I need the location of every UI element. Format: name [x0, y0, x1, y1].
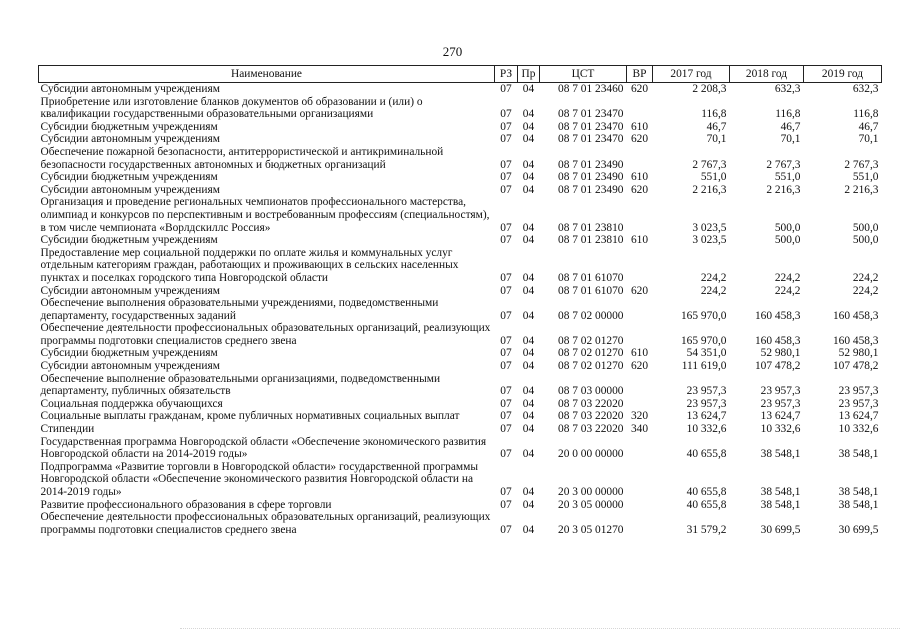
cell-2018: 13 624,7	[760, 410, 801, 423]
cell-cst: 08 7 03 22020	[558, 423, 624, 436]
cell-rz: 07	[500, 523, 512, 536]
cell-2019: 10 332,6	[838, 423, 879, 436]
cell-cst: 08 7 01 23460	[558, 83, 624, 95]
cell-name: Обеспечение пожарной безопасности, антитеррористической и антикриминальной безопасности государственных автономных и бюджетных организаций	[40, 145, 444, 171]
cell-vr	[627, 247, 653, 285]
table-row	[39, 234, 882, 247]
cell-pr: 04	[522, 271, 535, 284]
cell-rz: 07	[500, 271, 512, 284]
table-row	[39, 461, 882, 499]
table-row	[39, 285, 882, 298]
cell-cst: 08 7 02 01270	[558, 360, 624, 373]
cell-vr: 320	[630, 410, 649, 423]
cell-2018: 116,8	[775, 108, 801, 121]
cell-pr: 04	[522, 498, 535, 511]
cell-2017: 23 957,3	[686, 385, 727, 398]
cell-2018: 46,7	[780, 120, 801, 133]
cell-rz: 07	[500, 83, 512, 95]
cell-2019: 30 699,5	[838, 523, 879, 536]
cell-2017: 40 655,8	[686, 448, 727, 461]
cell-cst: 08 7 03 00000	[558, 385, 624, 398]
table-row	[39, 322, 882, 347]
cell-2017: 551,0	[700, 171, 727, 184]
cell-2019: 23 957,3	[838, 385, 879, 398]
cell-rz: 07	[500, 158, 512, 171]
cell-rz: 07	[500, 309, 512, 322]
cell-name: Субсидии автономным учреждениям	[40, 133, 220, 146]
budget-table	[38, 65, 882, 536]
cell-vr: 620	[630, 133, 649, 146]
cell-2017: 31 579,2	[686, 523, 727, 536]
cell-name: Обеспечение деятельности профессиональных образовательных организаций, реализующих программы подготовки специалистов среднего звена	[40, 322, 491, 347]
page-number: 270	[442, 44, 463, 59]
cell-2017: 70,1	[706, 133, 727, 146]
cell-2017: 165 970,0	[680, 309, 727, 322]
cell-2019: 224,2	[852, 284, 879, 297]
cell-cst: 08 7 03 22020	[558, 397, 624, 410]
cell-name: Организация и проведение региональных чемпионатов профессионального мастерства, олимпиад и конкурсов по перспективным и востребованным профессиям (специальностям), в том числе чемпионата «Ворлдскиллс Россия»	[40, 196, 490, 234]
header-cst: ЦСТ	[540, 66, 627, 83]
cell-2019: 500,0	[852, 221, 879, 234]
table-row	[39, 347, 882, 360]
cell-2017: 40 655,8	[686, 498, 727, 511]
cell-2019: 500,0	[852, 234, 879, 247]
cell-vr	[627, 436, 653, 461]
cell-2018: 23 957,3	[760, 397, 801, 410]
cell-2019: 224,2	[852, 271, 879, 284]
cell-pr: 04	[522, 334, 535, 347]
cell-2019: 52 980,1	[838, 347, 879, 360]
cell-vr	[627, 373, 653, 398]
cell-2018: 52 980,1	[760, 347, 801, 360]
cell-vr: 610	[630, 234, 649, 247]
cell-2018: 10 332,6	[760, 423, 801, 436]
cell-vr	[627, 96, 653, 121]
cell-pr: 04	[522, 360, 535, 373]
cell-name: Субсидии бюджетным учреждениям	[40, 120, 218, 133]
cell-name: Приобретение или изготовление бланков документов об образовании и (или) о квалификации государственными образовательными организациями	[40, 95, 423, 121]
cell-pr: 04	[522, 347, 535, 360]
cell-pr: 04	[522, 486, 535, 498]
cell-name: Субсидии автономным учреждениям	[40, 284, 220, 297]
table-row	[39, 96, 882, 121]
cell-rz: 07	[500, 397, 512, 410]
cell-cst: 08 7 03 22020	[558, 410, 624, 423]
cell-2019: 38 548,1	[838, 486, 879, 498]
cell-2019: 23 957,3	[838, 397, 879, 410]
cell-2019: 107 478,2	[832, 360, 879, 373]
cell-vr	[627, 297, 653, 322]
cell-2017: 111 619,0	[681, 360, 727, 373]
cell-rz: 07	[500, 183, 512, 196]
cell-2017: 3 023,5	[692, 221, 727, 234]
cell-2019: 160 458,3	[832, 309, 879, 322]
cell-2018: 632,3	[774, 83, 801, 95]
cell-name: Субсидии бюджетным учреждениям	[40, 171, 218, 184]
cell-name: Субсидии автономным учреждениям	[40, 360, 220, 373]
cell-rz: 07	[500, 133, 512, 146]
cell-cst: 08 7 01 23810	[558, 234, 624, 247]
cell-2017: 2 767,3	[692, 158, 727, 171]
cell-2017: 224,2	[700, 271, 727, 284]
cell-2018: 23 957,3	[760, 385, 801, 398]
cell-rz: 07	[500, 221, 512, 234]
cell-2017: 46,7	[706, 120, 727, 133]
cell-pr: 04	[522, 523, 535, 536]
header-vr: ВР	[627, 66, 653, 83]
cell-rz: 07	[500, 334, 512, 347]
cell-cst: 08 7 01 23810	[558, 221, 624, 234]
cell-name: Развитие профессионального образования в сфере торговли	[40, 498, 332, 511]
cell-rz: 07	[500, 284, 512, 297]
table-row	[39, 196, 882, 234]
cell-2017: 224,2	[700, 284, 727, 297]
cell-name: Субсидии бюджетным учреждениям	[40, 347, 218, 360]
cell-vr: 610	[630, 120, 649, 133]
cell-2018: 70,1	[780, 133, 801, 146]
cell-rz: 07	[500, 234, 512, 247]
cell-vr: 620	[630, 360, 649, 373]
table-row	[39, 184, 882, 197]
table-row	[39, 423, 882, 436]
cell-2018: 551,0	[774, 171, 801, 184]
cell-rz: 07	[500, 498, 512, 511]
cell-name: Социальные выплаты гражданам, кроме публичных нормативных социальных выплат	[40, 410, 460, 423]
cell-2018: 107 478,2	[754, 360, 801, 373]
header-2017: 2017 год	[653, 66, 730, 83]
cell-2018: 38 548,1	[760, 448, 801, 461]
cell-cst: 08 7 01 23490	[558, 183, 624, 196]
table-row	[39, 360, 882, 373]
cell-vr: 620	[630, 284, 649, 297]
cell-name: Обеспечение выполнение образовательными организациями, подведомственными департаменту, публичных обязательств	[40, 372, 441, 398]
cell-2017: 2 216,3	[692, 183, 727, 196]
cell-2018: 38 548,1	[760, 486, 801, 498]
table-row	[39, 133, 882, 146]
cell-2019: 38 548,1	[838, 448, 879, 461]
header-2018: 2018 год	[730, 66, 804, 83]
cell-2017: 23 957,3	[686, 397, 727, 410]
cell-vr	[627, 511, 653, 536]
cell-pr: 04	[522, 234, 535, 247]
cell-2017: 54 351,0	[686, 347, 727, 360]
cell-name: Государственная программа Новгородской области «Обеспечение экономического развития Новгородской области на 2014-2019 годы»	[40, 435, 487, 461]
table-body	[39, 83, 882, 537]
cell-2019: 38 548,1	[838, 498, 879, 511]
cell-cst: 08 7 02 01270	[558, 347, 624, 360]
cell-2017: 2 208,3	[692, 83, 727, 95]
table-row	[39, 247, 882, 285]
cell-vr	[627, 398, 653, 411]
cell-rz: 07	[500, 108, 512, 121]
cell-pr: 04	[522, 83, 535, 95]
cell-pr: 04	[522, 284, 535, 297]
cell-pr: 04	[522, 158, 535, 171]
cell-vr	[627, 499, 653, 512]
cell-2018: 500,0	[774, 221, 801, 234]
cell-rz: 07	[500, 347, 512, 360]
table-row	[39, 410, 882, 423]
cell-pr: 04	[522, 108, 535, 121]
cell-pr: 04	[522, 448, 535, 461]
cell-name: Социальная поддержка обучающихся	[40, 397, 223, 410]
cell-name: Подпрограмма «Развитие торговли в Новгородской области» государственной программы Новгородской области «Обеспечение экономического развития Новгородской области на 2014-2019 годы»	[40, 460, 478, 498]
cell-cst: 20 0 00 00000	[558, 448, 624, 461]
cell-2017: 10 332,6	[686, 423, 727, 436]
cell-2018: 160 458,3	[754, 309, 801, 322]
cell-vr: 610	[630, 171, 649, 184]
cell-pr: 04	[522, 133, 535, 146]
cell-2019: 2 767,3	[844, 158, 879, 171]
cell-name: Субсидии автономным учреждениям	[40, 83, 220, 95]
header-2019: 2019 год	[804, 66, 882, 83]
cell-2018: 160 458,3	[754, 334, 801, 347]
cell-2019: 46,7	[858, 120, 879, 133]
cell-cst: 20 3 00 00000	[558, 486, 624, 498]
header-name: Наименование	[39, 66, 495, 83]
cell-2019: 160 458,3	[832, 334, 879, 347]
header-pr: Пр	[518, 66, 540, 83]
table-row	[39, 398, 882, 411]
cell-pr: 04	[522, 183, 535, 196]
cell-rz: 07	[500, 120, 512, 133]
cell-2018: 30 699,5	[760, 523, 801, 536]
cell-2018: 224,2	[774, 271, 801, 284]
cell-2017: 165 970,0	[680, 334, 727, 347]
cell-vr	[627, 461, 653, 499]
table-row	[39, 373, 882, 398]
table-row	[39, 121, 882, 134]
table-row	[39, 83, 882, 96]
cell-vr: 620	[630, 183, 649, 196]
cell-2018: 2 216,3	[766, 183, 801, 196]
cell-cst: 08 7 01 23470	[558, 108, 624, 121]
cell-vr	[627, 146, 653, 171]
cell-pr: 04	[522, 309, 535, 322]
cell-rz: 07	[500, 360, 512, 373]
cell-2018: 2 767,3	[766, 158, 801, 171]
table-header-row	[39, 66, 882, 83]
table-row	[39, 499, 882, 512]
cell-rz: 07	[500, 385, 512, 398]
cell-2019: 632,3	[852, 83, 879, 95]
cell-2017: 13 624,7	[686, 410, 727, 423]
table-row	[39, 171, 882, 184]
cell-rz: 07	[500, 486, 512, 498]
cell-pr: 04	[522, 221, 535, 234]
cell-rz: 07	[500, 171, 512, 184]
cell-pr: 04	[522, 385, 535, 398]
cell-name: Стипендии	[40, 423, 95, 436]
cell-pr: 04	[522, 120, 535, 133]
cell-pr: 04	[522, 397, 535, 410]
table-row	[39, 146, 882, 171]
cell-name: Предоставление мер социальной поддержки по оплате жилья и коммунальных услуг отдельным категориям граждан, работающих и проживающих в сельских населенных пунктах и поселках городского типа Новгородской области	[40, 246, 459, 284]
cell-2018: 224,2	[774, 284, 801, 297]
cell-name: Субсидии бюджетным учреждениям	[40, 234, 218, 247]
cell-pr: 04	[522, 423, 535, 436]
cell-cst: 08 7 01 61070	[558, 284, 624, 297]
cell-name: Обеспечение деятельности профессиональных образовательных организаций, реализующих программы подготовки специалистов среднего звена	[40, 511, 491, 536]
cell-cst: 08 7 01 23490	[558, 158, 624, 171]
cell-pr: 04	[522, 171, 535, 184]
cell-cst: 08 7 01 23490	[558, 171, 624, 184]
cell-name: Субсидии автономным учреждениям	[40, 183, 220, 196]
cell-2018: 38 548,1	[760, 498, 801, 511]
cell-cst: 20 3 05 01270	[558, 523, 624, 536]
cell-vr: 620	[630, 83, 649, 95]
cell-vr	[627, 196, 653, 234]
cell-2019: 2 216,3	[844, 183, 879, 196]
cell-vr	[627, 322, 653, 347]
cell-2019: 13 624,7	[838, 410, 879, 423]
cell-cst: 08 7 01 61070	[558, 271, 624, 284]
cell-name: Обеспечение выполнения образовательными учреждениями, подведомственными департаменту, государственных заданий	[40, 297, 439, 322]
table-row	[39, 511, 882, 536]
cell-2017: 3 023,5	[692, 234, 727, 247]
cell-2019: 116,8	[853, 108, 879, 121]
cell-cst: 20 3 05 00000	[558, 498, 624, 511]
cell-2018: 500,0	[774, 234, 801, 247]
cell-vr: 610	[630, 347, 649, 360]
cell-pr: 04	[522, 410, 535, 423]
cell-2019: 70,1	[858, 133, 879, 146]
cell-2017: 40 655,8	[686, 486, 727, 498]
cell-2019: 551,0	[852, 171, 879, 184]
cell-cst: 08 7 01 23470	[558, 120, 624, 133]
cell-rz: 07	[500, 448, 512, 461]
cell-cst: 08 7 02 00000	[558, 309, 624, 322]
cell-cst: 08 7 02 01270	[558, 334, 624, 347]
table-row	[39, 297, 882, 322]
cell-rz: 07	[500, 423, 512, 436]
table-row	[39, 436, 882, 461]
header-rz: РЗ	[495, 66, 518, 83]
cell-cst: 08 7 01 23470	[558, 133, 624, 146]
cell-vr: 340	[630, 423, 649, 436]
cell-rz: 07	[500, 410, 512, 423]
scan-noise-line	[180, 628, 900, 631]
cell-2017: 116,8	[701, 108, 727, 121]
